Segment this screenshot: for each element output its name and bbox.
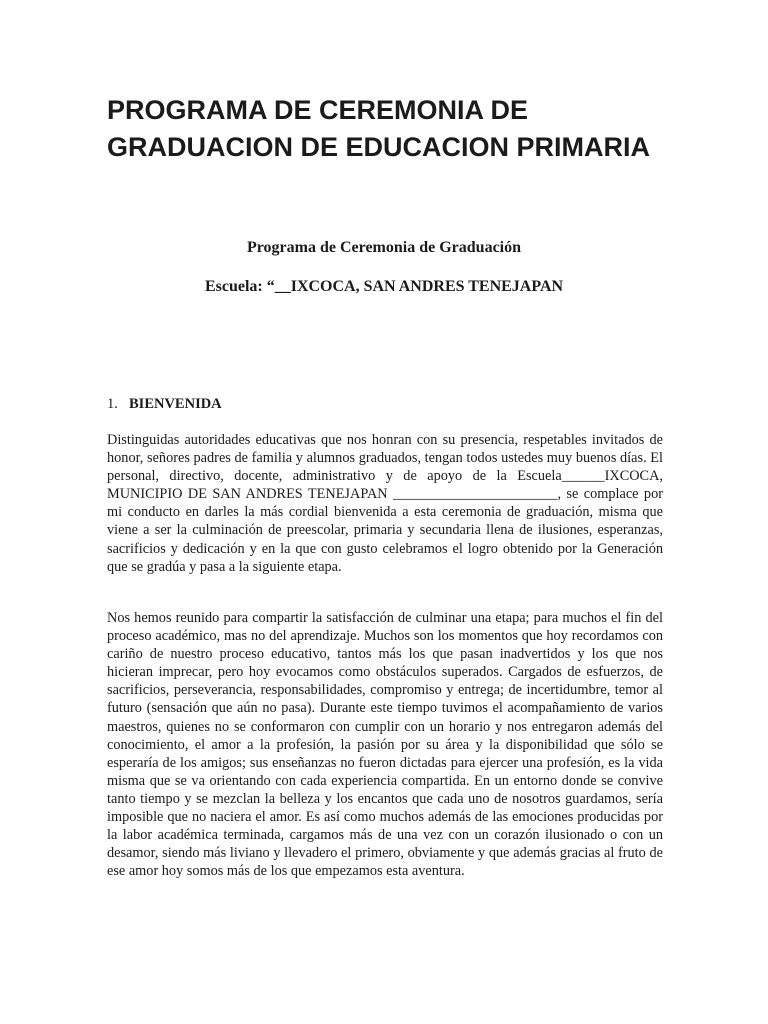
section-number: 1. — [107, 396, 118, 412]
section-label: BIENVENIDA — [129, 396, 222, 412]
document-title: PROGRAMA DE CEREMONIA DE GRADUACION DE EDUCACION PRIMARIA — [107, 95, 651, 162]
program-subtitle: Programa de Ceremonia de Graduación — [246, 239, 522, 256]
paragraph-reunion: Nos hemos reunido para compartir la satisfacción de culminar una etapa; para muchos el fin del proceso académico, mas no del aprendizaje. Muchos son los momentos que hoy recordamos con cariño de nuestro proceso educativo, tantos más los que pasan inadvertidos y los que nos hicieran imprecar, pero hoy evocamos como obstáculos superados. Cargados de esfuerzos, de sacrificios, perseverancia, responsabilidades, compromiso y entrega; de incertidumbre, temor al futuro (sensación que aún no pasa). Durante este tiempo tuvimos el acompañamiento de varios maestros, quienes no se conformaron con cumplir con un horario y nos entregaron además del conocimiento, el amor a la profesión, la pasión por su área y la disponibilidad que sólo se esperaría de los amigos; sus enseñanzas no fueron dictadas para ejercer una profesión, es la vida misma que se va orientando con cada experiencia compartida. En un entorno donde se convive tanto tiempo y se mezclan la belleza y los encantos que cada uno de nosotros guardamos, sería imposible que no naciera el amor. Es así como muchos además de las emociones producidas por la labor académica terminada, cargamos más de una vez con un corazón ilusionado o con un desamor, siendo más liviano y llevadero el primero, obviamente y que además gracias al fruto de ese amor hoy somos más de los que empezamos esta aventura. — [107, 610, 663, 880]
section-heading-bienvenida — [107, 395, 222, 413]
school-line: Escuela: “__IXCOCA, SAN ANDRES TENEJAPAN — [204, 278, 564, 295]
paragraph-welcome: Distinguidas autoridades educativas que nos honran con su presencia, respetables invitados de honor, señores padres de familia y alumnos graduados, tengan todos ustedes muy buenos días. El personal, directivo, docente, administrativo y de apoyo de la Escuela______IXCOCA, MUNICIPIO DE SAN ANDRES TENEJAPAN _______________________, se complace por mi conducto en darles la más cordial bienvenida a esta ceremonia de graduación, misma que viene a ser la culminación de preescolar, primaria y secundaria llena de ilusiones, esperanzas, sacrificios y dedicación y en la que con gusto celebramos el logro obtenido por la Generación que se gradúa y pasa a la siguiente etapa. — [107, 432, 663, 575]
